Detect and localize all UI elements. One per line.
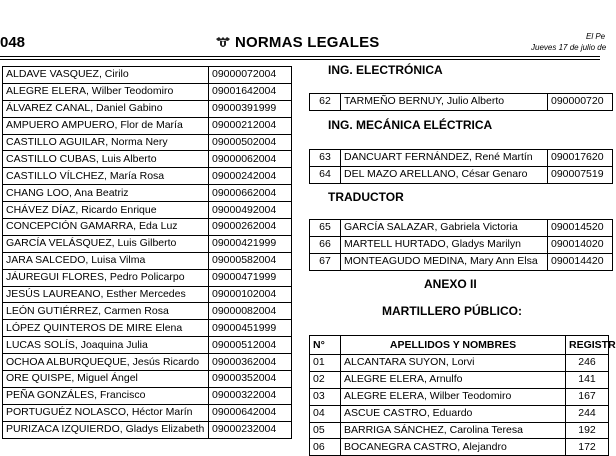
table-row xyxy=(3,168,292,185)
person-name: LÓPEZ QUINTEROS DE MIRE Elena xyxy=(3,320,209,337)
registration-code: 090014420 xyxy=(548,253,613,270)
registry-number: 172 xyxy=(566,439,609,456)
person-name: PORTUGUÉZ NOLASCO, Héctor Marín xyxy=(3,404,209,421)
table-row xyxy=(310,355,609,372)
page-header xyxy=(0,0,607,60)
table-row xyxy=(3,100,292,117)
registration-code: 09000082004 xyxy=(209,303,292,320)
person-name: MONTEAGUDO MEDINA, Mary Ann Elsa xyxy=(341,253,548,270)
person-name: ALEGRE ELERA, Wilber Teodomiro xyxy=(3,83,209,100)
section-heading-traductor: TRADUCTOR xyxy=(328,190,404,204)
table-row xyxy=(3,117,292,134)
registry-number: 244 xyxy=(566,405,609,422)
registration-code: 09000062004 xyxy=(209,151,292,168)
registration-code: 09000322004 xyxy=(209,387,292,404)
table-row xyxy=(3,67,292,84)
person-name: DEL MAZO ARELLANO, César Genaro xyxy=(341,166,548,183)
publication-date: Jueves 17 de julio de xyxy=(531,43,607,52)
table-row xyxy=(3,387,292,404)
table-row xyxy=(3,219,292,236)
table-row xyxy=(310,166,613,183)
person-name: BOCANEGRA CASTRO, Alejandro xyxy=(341,439,566,456)
registration-code: 09001642004 xyxy=(209,83,292,100)
person-name: CASTILLO VÍLCHEZ, María Rosa xyxy=(3,168,209,185)
registration-code: 09000471999 xyxy=(209,269,292,286)
row-number: 05 xyxy=(310,422,341,439)
martillero-table xyxy=(309,335,616,456)
table-row xyxy=(3,83,292,100)
table-row xyxy=(310,94,613,111)
section-heading-ing-electronica: ING. ELECTRÓNICA xyxy=(328,63,443,77)
person-name: DANCUART FERNÁNDEZ, René Martín xyxy=(341,150,548,167)
person-name: GARCÍA SALAZAR, Gabriela Victoria xyxy=(341,220,548,237)
row-number: 02 xyxy=(310,371,341,388)
table-traductor xyxy=(309,219,613,271)
row-number: 03 xyxy=(310,388,341,405)
table-ing-electronica xyxy=(309,93,613,111)
person-name: ALDAVE VASQUEZ, Cirilo xyxy=(3,67,209,84)
table-row xyxy=(3,320,292,337)
header-rule xyxy=(0,56,600,57)
registration-code: 09000262004 xyxy=(209,219,292,236)
person-name: JÁUREGUI FLORES, Pedro Policarpo xyxy=(3,269,209,286)
table-row xyxy=(3,371,292,388)
table-ing-mecanica-electrica xyxy=(309,149,613,184)
table-row xyxy=(3,286,292,303)
person-name: MARTELL HURTADO, Gladys Marilyn xyxy=(341,236,548,253)
person-name: JESÚS LAUREANO, Esther Mercedes xyxy=(3,286,209,303)
row-number: 04 xyxy=(310,405,341,422)
person-name: ALEGRE ELERA, Arnulfo xyxy=(341,371,566,388)
table-row xyxy=(3,252,292,269)
table-row xyxy=(3,404,292,421)
registration-code: 09000232004 xyxy=(209,421,292,438)
registry-number: 246 xyxy=(566,355,609,372)
person-name: CHANG LOO, Ana Beatriz xyxy=(3,185,209,202)
column-header-registry: REGISTR xyxy=(566,336,609,355)
anexo-title: ANEXO II xyxy=(424,277,477,291)
registration-code: 09000242004 xyxy=(209,168,292,185)
registration-code: 090017620 xyxy=(548,150,613,167)
registration-code: 090014020 xyxy=(548,236,613,253)
registration-code: 09000662004 xyxy=(209,185,292,202)
column-header-number: N° xyxy=(310,336,341,355)
table-row xyxy=(3,421,292,438)
registration-code: 09000102004 xyxy=(209,286,292,303)
left-name-table xyxy=(2,66,292,439)
person-name: PEÑA GONZÁLES, Francisco xyxy=(3,387,209,404)
registration-code: 09000502004 xyxy=(209,134,292,151)
registration-code: 09000362004 xyxy=(209,354,292,371)
registration-code: 09000212004 xyxy=(209,117,292,134)
person-name: ALCANTARA SUYON, Lorvi xyxy=(341,355,566,372)
registration-code: 09000352004 xyxy=(209,371,292,388)
person-name: TARMEÑO BERNUY, Julio Alberto xyxy=(341,94,548,111)
registration-code: 09000582004 xyxy=(209,252,292,269)
row-number: 06 xyxy=(310,439,341,456)
registration-code: 09000391999 xyxy=(209,100,292,117)
table-row xyxy=(3,185,292,202)
anexo-subtitle: MARTILLERO PÚBLICO: xyxy=(382,304,522,318)
row-number: 63 xyxy=(310,150,341,167)
registration-code: 09000642004 xyxy=(209,404,292,421)
person-name: LUCAS SOLÍS, Joaquina Julia xyxy=(3,337,209,354)
table-row xyxy=(310,220,613,237)
header-rule-secondary xyxy=(0,59,600,60)
table-row xyxy=(310,150,613,167)
registry-number: 167 xyxy=(566,388,609,405)
table-row xyxy=(3,354,292,371)
table-row xyxy=(310,371,609,388)
registration-code: 09000492004 xyxy=(209,202,292,219)
table-row xyxy=(3,235,292,252)
table-row xyxy=(310,439,609,456)
registration-code: 090007519 xyxy=(548,166,613,183)
person-name: PURIZACA IZQUIERDO, Gladys Elizabeth xyxy=(3,421,209,438)
row-number: 65 xyxy=(310,220,341,237)
row-number: 67 xyxy=(310,253,341,270)
row-number: 64 xyxy=(310,166,341,183)
table-row xyxy=(3,134,292,151)
table-row xyxy=(3,202,292,219)
row-number: 01 xyxy=(310,355,341,372)
person-name: LEÓN GUTIÉRREZ, Carmen Rosa xyxy=(3,303,209,320)
table-row xyxy=(310,253,613,270)
registration-code: 09000072004 xyxy=(209,67,292,84)
person-name: CASTILLO CUBAS, Luis Alberto xyxy=(3,151,209,168)
registration-code: 09000512004 xyxy=(209,337,292,354)
person-name: CHÁVEZ DÍAZ, Ricardo Enrique xyxy=(3,202,209,219)
person-name: JARA SALCEDO, Luisa Vilma xyxy=(3,252,209,269)
table-row xyxy=(310,236,613,253)
person-name: ORE QUISPE, Miguel Ángel xyxy=(3,371,209,388)
person-name: ÁLVAREZ CANAL, Daniel Gabino xyxy=(3,100,209,117)
table-row xyxy=(310,388,609,405)
table-row xyxy=(310,405,609,422)
registration-code: 090014520 xyxy=(548,220,613,237)
registration-code: 090000720 xyxy=(548,94,613,111)
coat-of-arms-icon xyxy=(215,35,231,51)
table-row xyxy=(3,337,292,354)
person-name: ALEGRE ELERA, Wilber Teodomiro xyxy=(341,388,566,405)
registry-number: 141 xyxy=(566,371,609,388)
person-name: AMPUERO AMPUERO, Flor de María xyxy=(3,117,209,134)
table-row xyxy=(3,269,292,286)
person-name: GARCÍA VELÁSQUEZ, Luis Gilberto xyxy=(3,235,209,252)
table-row xyxy=(3,303,292,320)
registry-number: 192 xyxy=(566,422,609,439)
person-name: CASTILLO AGUILAR, Norma Nery xyxy=(3,134,209,151)
publication-title: NORMAS LEGALES xyxy=(235,34,380,51)
column-header-names: APELLIDOS Y NOMBRES xyxy=(341,336,566,355)
publication-logo xyxy=(215,34,379,51)
person-name: OCHOA ALBURQUEQUE, Jesús Ricardo xyxy=(3,354,209,371)
person-name: BARRIGA SÁNCHEZ, Carolina Teresa xyxy=(341,422,566,439)
table-row xyxy=(3,151,292,168)
edition-label: El Pe xyxy=(586,32,606,41)
section-heading-ing-mecanica-electrica: ING. MECÁNICA ELÉCTRICA xyxy=(328,118,493,132)
table-row xyxy=(310,422,609,439)
person-name: CONCEPCIÓN GAMARRA, Eda Luz xyxy=(3,219,209,236)
registration-code: 09000451999 xyxy=(209,320,292,337)
registration-code: 09000421999 xyxy=(209,235,292,252)
person-name: ASCUE CASTRO, Eduardo xyxy=(341,405,566,422)
row-number: 62 xyxy=(310,94,341,111)
page-number: 048 xyxy=(0,34,26,51)
row-number: 66 xyxy=(310,236,341,253)
table-header-row xyxy=(310,336,609,355)
